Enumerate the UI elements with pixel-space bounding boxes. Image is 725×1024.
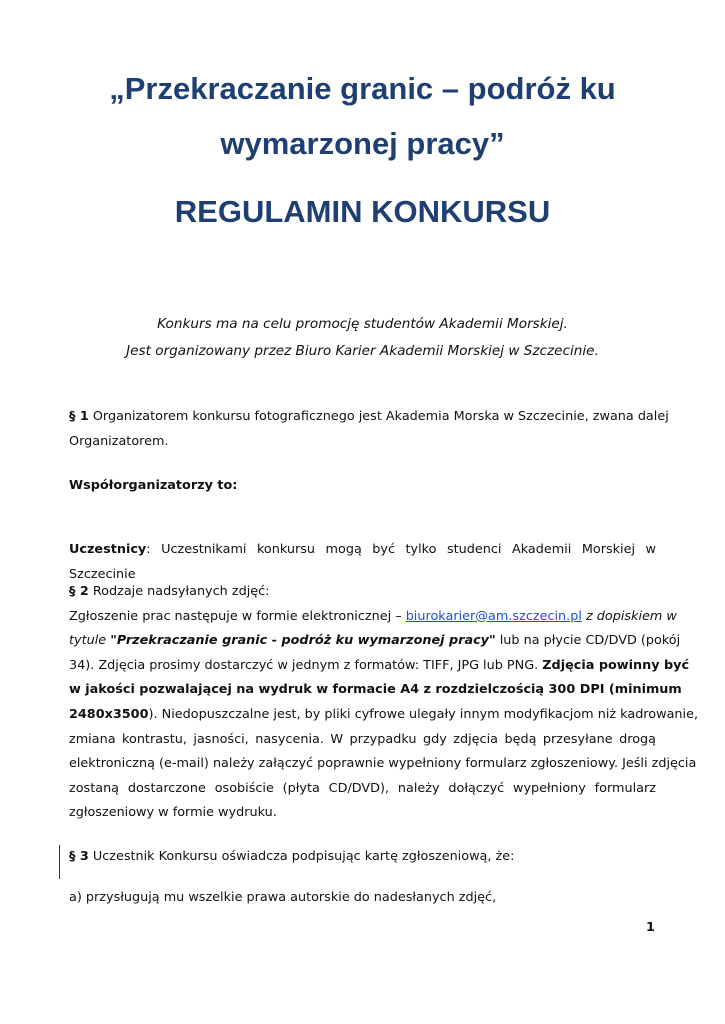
paragraph-1-line-1 (69, 405, 669, 430)
paragraph-1-line-2: Organizatorem. (69, 433, 169, 449)
section-2-marker: § 2 (69, 584, 89, 599)
page-number: 1 (646, 920, 655, 935)
paragraph-3 (69, 845, 656, 870)
quality-requirement-start: Zdjęcia powinny być (542, 657, 690, 673)
paragraph-2-line-5 (69, 703, 699, 728)
document-title-line-2: wymarzonej pracy” (220, 126, 505, 161)
intro-line-2: Jest organizowany przez Biuro Karier Akademii Morskiej w Szczecinie. (126, 343, 599, 359)
resolution-value: 2480x3500 (69, 706, 149, 722)
title-label: tytule (69, 633, 111, 649)
section-1-marker: § 1 (69, 409, 89, 424)
paragraph-3-text: Uczestnik Konkursu oświadcza podpisując kartę zgłoszeniową, że: (88, 849, 515, 864)
paragraph-2-heading-text: Rodzaje nadsyłanych zdjęć: (88, 584, 270, 599)
email-link[interactable]: biurokarier@am.szczecin.pl (405, 608, 582, 624)
paragraph-2-line-1 (69, 605, 677, 630)
edit-marker-line (59, 845, 60, 879)
paragraph-2-line-7: elektroniczną (e-mail) należy załączyć poprawnie wypełniony formularz zgłoszeniowy. Jeśli zdjęcia (69, 756, 697, 772)
paragraph-2-line-4 (69, 678, 682, 703)
contest-title-quote: "Przekraczanie granic - podróż ku wymarzonej pracy" (110, 633, 496, 649)
quality-requirement: w jakości pozwalającej na wydruk w formacie A4 z rozdzielczością 300 DPI (minimum (69, 682, 682, 698)
modifications-text: ). Niedopuszczalne jest, by pliki cyfrowe ulegały innym modyfikacjom niż kadrowanie, (148, 706, 699, 722)
paragraph-1 (69, 405, 669, 454)
document-title-line-1: „Przekraczanie granic – podróż ku (109, 71, 616, 106)
note-text: z dopiskiem w (581, 608, 677, 624)
coorganizers-heading: Współorganizatorzy to: (69, 478, 238, 493)
list-item-a: a) przysługują mu wszelkie prawa autorskie do nadesłanych zdjęć, (69, 890, 497, 905)
intro-line-1: Konkurs ma na celu promocję studentów Akademii Morskiej. (157, 316, 568, 332)
coorganizers-label (69, 474, 656, 499)
participants-label: Uczestnicy (69, 542, 147, 557)
cd-dvd-text: lub na płycie CD/DVD (pokój (495, 633, 681, 649)
paragraph-2-line-3 (69, 654, 690, 679)
paragraph-2-heading (69, 580, 656, 605)
section-3-marker: § 3 (69, 849, 89, 864)
paragraph-2-line-9: zgłoszeniowy w formie wydruku. (69, 805, 277, 821)
submission-text: Zgłoszenie prac następuje w formie elektronicznej – (69, 608, 406, 624)
paragraph-2-line-6: zmiana kontrastu, jasności, nasycenia. W przypadku gdy zdjęcia będą przesyłane drogą (69, 731, 656, 747)
regulations-heading: REGULAMIN KONKURSU (174, 194, 551, 229)
participants-text: : Uczestnikami konkursu mogą być tylko studenci Akademii Morskiej w Szczecinie (69, 542, 656, 582)
paragraph-2-line-8: zostaną dostarczone osobiście (płyta CD/DVD), należy dołączyć wypełniony formularz (69, 780, 656, 796)
paragraph-1-text: Organizatorem konkursu fotograficznego jest Akademia Morska w Szczecinie, zwana dalej (88, 409, 669, 424)
paragraph-2-line-2 (69, 629, 681, 654)
formats-text: 34). Zdjęcia prosimy dostarczyć w jednym z formatów: TIFF, JPG lub PNG. (69, 657, 543, 673)
paragraph-2 (69, 580, 699, 826)
